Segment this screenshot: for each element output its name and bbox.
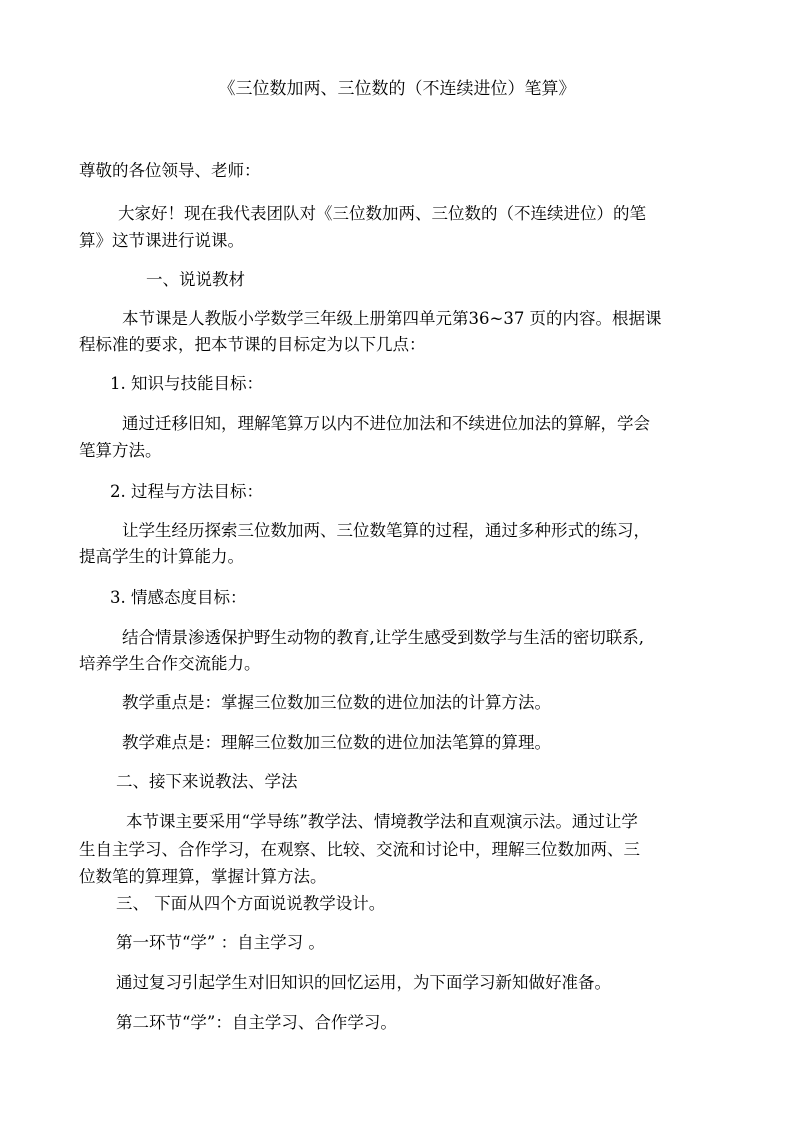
intro-line-1: 大家好！现在我代表团队对《三位数加两、三位数的（不连续进位）的笔 bbox=[118, 204, 646, 223]
key-point: 教学重点是：掌握三位数加三位数的进位加法的计算方法。 bbox=[122, 693, 551, 712]
section1-heading: 一、说说教材 bbox=[146, 270, 245, 289]
section1-paragraph-line-2: 程标准的要求，把本节课的目标定为以下几点： bbox=[79, 335, 426, 354]
goal2-line-2: 提高学生的计算能力。 bbox=[79, 547, 244, 566]
goal2-line-1: 让学生经历探索三位数加两、三位数笔算的过程，通过多种形式的练习， bbox=[122, 521, 650, 540]
goal3-line-2: 培养学生合作交流能力。 bbox=[79, 654, 261, 673]
stage1-text: 通过复习引起学生对旧知识的回忆运用，为下面学习新知做好准备。 bbox=[116, 973, 611, 992]
goal3-line-1: 结合情景渗透保护野生动物的教育,让学生感受到数学与生活的密切联系, bbox=[122, 628, 644, 647]
goal3-heading: 3. 情感态度目标： bbox=[110, 588, 247, 607]
stage1-heading: 第一环节“学” ：自主学习 。 bbox=[116, 933, 325, 952]
section1-paragraph-line-1: 本节课是人教版小学数学三年级上册第四单元第36~37 页的内容。根据课 bbox=[122, 309, 662, 328]
stage2-heading: 第二环节“学”：自主学习、合作学习。 bbox=[116, 1013, 397, 1032]
goal1-line-1: 通过迁移旧知，理解笔算万以内不进位加法和不续进位加法的算解，学会 bbox=[122, 414, 650, 433]
section2-paragraph-line-3: 位数笔的算理算，掌握计算方法。 bbox=[79, 867, 327, 886]
section2-paragraph-line-1: 本节课主要采用“学导练”教学法、情境教学法和直观演示法。通过让学 bbox=[126, 812, 638, 831]
intro-line-2: 算》这节课进行说课。 bbox=[79, 231, 244, 250]
greeting: 尊敬的各位领导、老师： bbox=[79, 161, 261, 180]
goal1-heading: 1. 知识与技能目标： bbox=[110, 374, 263, 393]
document-title: 《三位数加两、三位数的（不连续进位）笔算》 bbox=[218, 79, 576, 99]
goal2-heading: 2. 过程与方法目标： bbox=[110, 482, 263, 501]
section2-paragraph-line-2: 生自主学习、合作学习，在观察、比较、交流和讨论中，理解三位数加两、三 bbox=[79, 840, 640, 859]
goal1-line-2: 笔算方法。 bbox=[79, 441, 162, 460]
section2-heading: 二、接下来说教法、学法 bbox=[116, 772, 298, 791]
section3-heading: 三、 下面从四个方面说说教学设计。 bbox=[116, 894, 386, 913]
difficult-point: 教学难点是：理解三位数加三位数的进位加法笔算的算理。 bbox=[122, 733, 551, 752]
